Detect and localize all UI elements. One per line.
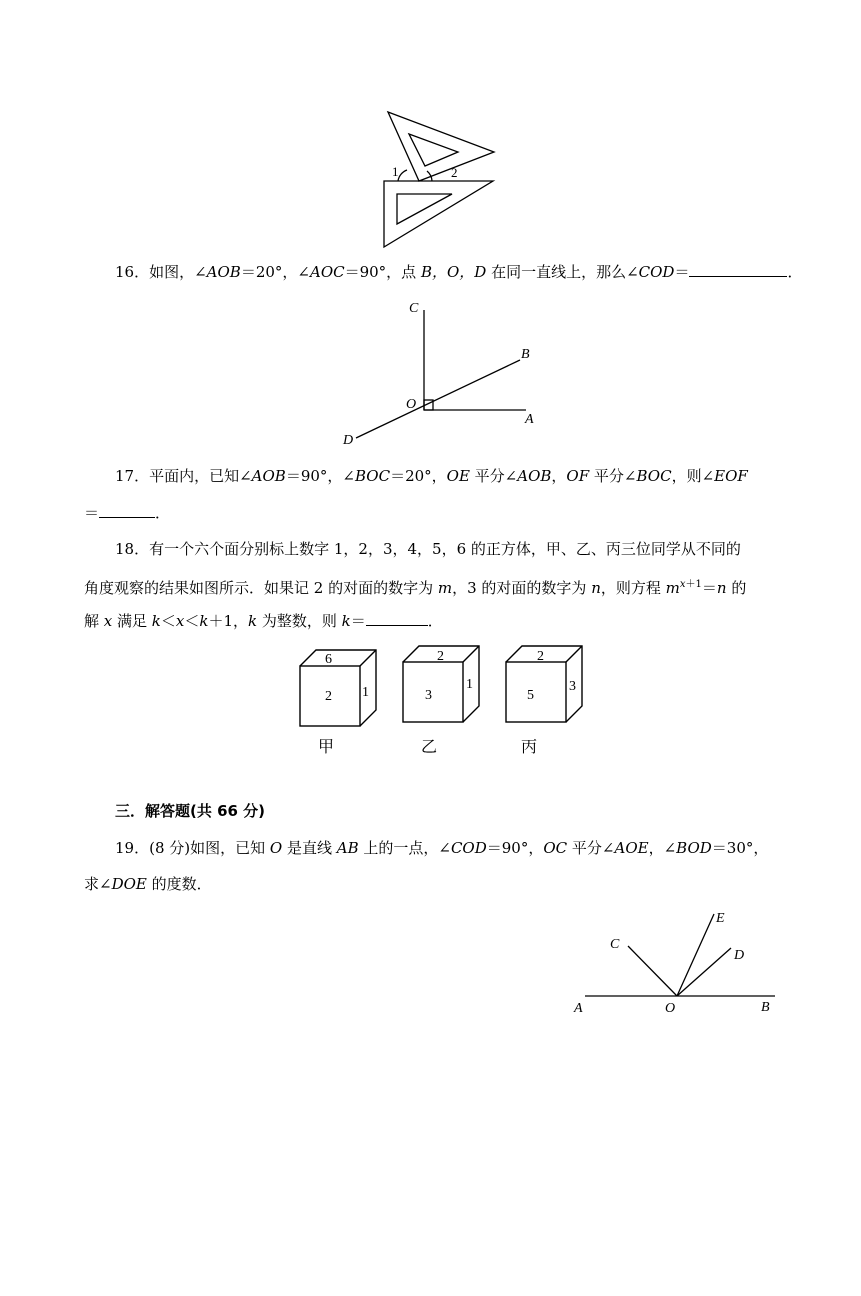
q18-base-m: m bbox=[665, 579, 680, 597]
q17-angle-aob: AOB bbox=[251, 467, 286, 485]
cube-bing-caption: 丙 bbox=[521, 737, 538, 756]
q17-end: ． bbox=[155, 504, 171, 522]
cube-jia-top: 6 bbox=[325, 652, 332, 667]
q19-angle-aoe: AOE bbox=[614, 839, 649, 857]
q17-text-part: ， bbox=[551, 467, 567, 485]
q16-angle-aob: AOB bbox=[206, 263, 241, 281]
q17-text-part: 平分∠ bbox=[589, 467, 637, 485]
q17-angle-boc-2: BOC bbox=[636, 467, 672, 485]
q17-angle-eof: EOF bbox=[714, 467, 748, 485]
q18-number: 18． bbox=[115, 540, 150, 558]
q19-line-ab: AB bbox=[336, 839, 359, 857]
q19-point-o: O bbox=[269, 839, 283, 857]
cube-yi-caption: 乙 bbox=[421, 737, 438, 756]
q19-number: 19． bbox=[115, 839, 150, 857]
cube-bing-front: 5 bbox=[527, 688, 534, 703]
q18-text-part: 为整数，则 bbox=[257, 612, 342, 630]
q18-var-k: k bbox=[248, 612, 258, 630]
label-e: E bbox=[716, 911, 725, 926]
q16-number: 16． bbox=[115, 263, 150, 281]
q18-var-m: m bbox=[437, 579, 453, 597]
label-b: B bbox=[761, 1000, 770, 1015]
q18-text-part: ＜ bbox=[184, 612, 200, 630]
q18-var-x: x bbox=[175, 612, 185, 630]
q17-text-part: ＝20°， bbox=[390, 467, 447, 485]
q16-points: B，O，D bbox=[420, 263, 487, 281]
cube-jia-front: 2 bbox=[325, 689, 332, 704]
ray-od bbox=[677, 948, 731, 996]
q18-text-part: 满足 bbox=[112, 612, 152, 630]
q18-var-k: k bbox=[151, 612, 161, 630]
q17-oe: OE bbox=[446, 467, 470, 485]
cube-yi-side: 1 bbox=[466, 677, 473, 692]
ray-oc bbox=[628, 946, 677, 996]
cube-yi-top: 2 bbox=[437, 649, 444, 664]
section-heading: 三．解答题(共 66 分) bbox=[115, 802, 266, 820]
q17-text-part: ，则∠ bbox=[671, 467, 715, 485]
cube-bing-top: 2 bbox=[537, 649, 544, 664]
q18-text-part: 的 bbox=[726, 579, 747, 597]
ray-oe bbox=[677, 914, 714, 996]
label-c: C bbox=[610, 937, 620, 952]
q19-text-part: ，∠ bbox=[648, 839, 677, 857]
label-o: O bbox=[665, 1001, 676, 1016]
q18-end: ． bbox=[427, 612, 443, 630]
q18-var-k: k bbox=[341, 612, 351, 630]
q16-text-part: 如图，∠ bbox=[149, 263, 207, 281]
q16-angle-aoc: AOC bbox=[309, 263, 345, 281]
q18-text-part: 解 bbox=[84, 612, 104, 630]
q19-angle-cod: COD bbox=[450, 839, 487, 857]
label-a: A bbox=[574, 1001, 583, 1016]
cube-bing-side: 3 bbox=[569, 679, 576, 694]
q19-text-part: ＝30°， bbox=[711, 839, 769, 857]
q18-text-part: ，则方程 bbox=[600, 579, 666, 597]
q19-angle-bod: BOD bbox=[676, 839, 712, 857]
cube-jia-caption: 甲 bbox=[318, 737, 335, 756]
q19-text-part: (8 分)如图，已知 bbox=[149, 839, 270, 857]
q18-var-x: x bbox=[103, 612, 113, 630]
q19-ray-oc: OC bbox=[543, 839, 568, 857]
q17-text-part: 平面内，已知∠ bbox=[149, 467, 252, 485]
q17-equals: ＝ bbox=[84, 504, 100, 522]
q17-angle-boc: BOC bbox=[354, 467, 391, 485]
q17-number: 17． bbox=[115, 467, 150, 485]
q19-text-part: 的度数． bbox=[146, 875, 212, 893]
q18-rhs-n: n bbox=[716, 579, 727, 597]
q17-text-part: 平分∠ bbox=[469, 467, 518, 485]
q16-text-part: 在同一直线上，那么∠ bbox=[486, 263, 639, 281]
q19-text-part: ＝90°， bbox=[486, 839, 544, 857]
q18-exponent-x: x bbox=[679, 579, 686, 590]
q16-text-part: ＝ bbox=[674, 263, 690, 281]
q19-text-part: 平分∠ bbox=[567, 839, 615, 857]
angle-1-label: 1 bbox=[392, 164, 399, 179]
angle-2-label: 2 bbox=[451, 165, 458, 180]
q17-angle-aob-2: AOB bbox=[517, 467, 552, 485]
q19-angle-doe: DOE bbox=[111, 875, 147, 893]
q18-text-line1: 有一个六个面分别标上数字 1，2，3，4，5，6 的正方体，甲、乙、丙三位同学从不同的 bbox=[149, 540, 741, 558]
q18-text-part: ，3 的对面的数字为 bbox=[452, 579, 592, 597]
q18-text-part: ＝ bbox=[701, 579, 717, 597]
q19-text-part: 是直线 bbox=[282, 839, 337, 857]
q18-text-part: ＜ bbox=[160, 612, 176, 630]
label-d: D bbox=[734, 948, 745, 963]
q18-exponent-plus1: ＋1 bbox=[685, 579, 702, 590]
q16-angle-cod: COD bbox=[638, 263, 675, 281]
q18-text-part: 角度观察的结果如图所示．如果记 2 的对面的数字为 bbox=[84, 579, 438, 597]
q16-text-part: ＝90°，点 bbox=[344, 263, 421, 281]
q18-text-part: ＋1， bbox=[208, 612, 249, 630]
q17-text-part: ＝90°，∠ bbox=[285, 467, 355, 485]
cube-jia-side: 1 bbox=[362, 685, 369, 700]
label-o: O bbox=[406, 397, 417, 412]
q18-text-part: ＝ bbox=[350, 612, 366, 630]
q16-text-part: ＝20°，∠ bbox=[240, 263, 310, 281]
label-b: B bbox=[521, 347, 530, 362]
q17-of: OF bbox=[566, 467, 590, 485]
q19-text-part: 求∠ bbox=[84, 875, 112, 893]
q19-text-part: 上的一点，∠ bbox=[358, 839, 451, 857]
q18-var-n: n bbox=[591, 579, 601, 597]
label-d: D bbox=[343, 433, 354, 448]
label-a: A bbox=[525, 412, 534, 427]
label-c: C bbox=[409, 301, 419, 316]
q18-var-k: k bbox=[199, 612, 209, 630]
cube-yi-front: 3 bbox=[425, 688, 432, 703]
q16-end: ． bbox=[787, 263, 803, 281]
